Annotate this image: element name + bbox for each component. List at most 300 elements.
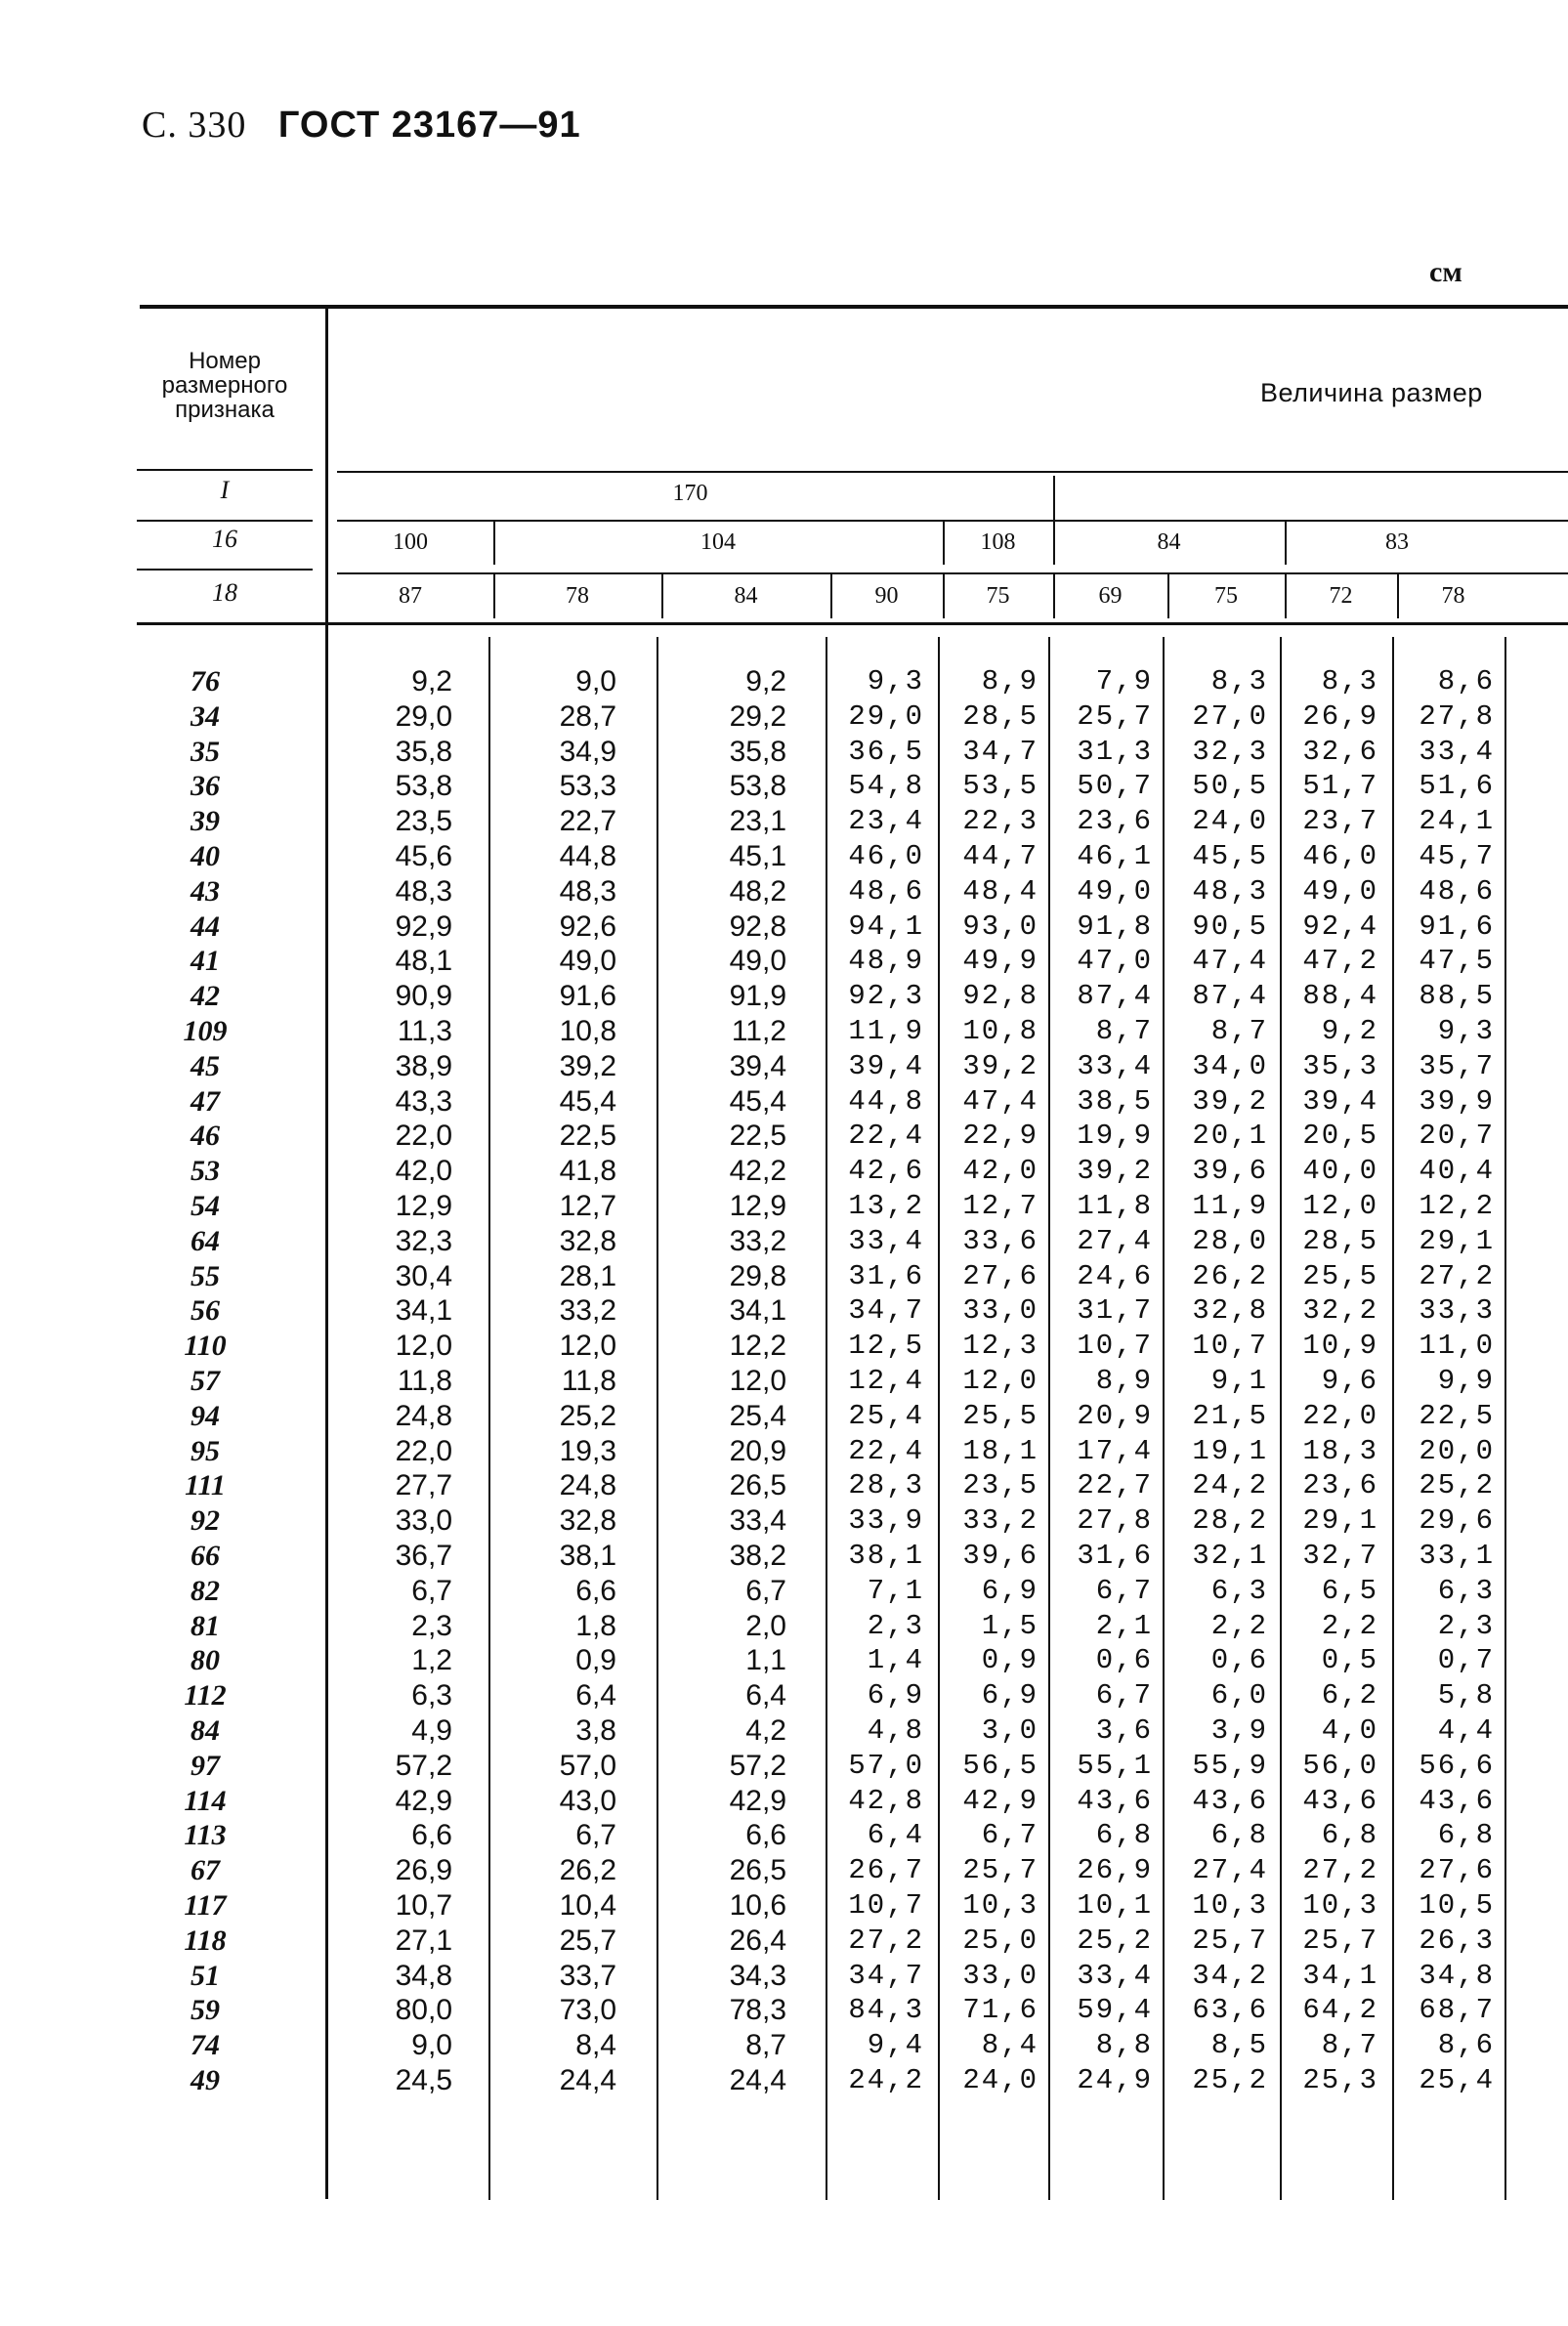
row-number: 113 (184, 1819, 227, 1852)
table-cell: 84,3 (848, 1994, 924, 2027)
table-cell: 12,9 (729, 1190, 786, 1222)
table-cell: 6,5 (1321, 1574, 1378, 1607)
table-cell: 49,0 (559, 945, 616, 978)
table-cell: 9,1 (1210, 1365, 1268, 1397)
table-cell: 57,0 (848, 1749, 924, 1782)
row-number: 66 (191, 1540, 220, 1572)
table-cell: 12,4 (848, 1365, 924, 1397)
table-cell: 91,6 (559, 980, 616, 1013)
row-number: 34 (191, 699, 220, 733)
table-cell: 1,4 (867, 1644, 924, 1677)
table-cell: 90,5 (1192, 909, 1268, 943)
param-value: 108 (980, 529, 1016, 555)
table-cell: 6,3 (411, 1679, 452, 1713)
table-cell: 9,0 (575, 665, 616, 698)
row-number: 80 (191, 1644, 220, 1677)
table-cell: 8,5 (1210, 2029, 1268, 2062)
table-cell: 92,8 (729, 909, 786, 943)
table-cell: 11,2 (731, 1015, 786, 1047)
table-cell: 42,9 (962, 1784, 1038, 1817)
row-header-label (137, 349, 313, 422)
table-cell: 6,8 (1210, 1819, 1268, 1852)
table-cell: 24,1 (1419, 805, 1495, 838)
param-label: 16 (212, 525, 237, 553)
row-number: 45 (191, 1049, 220, 1082)
table-cell: 35,3 (1302, 1049, 1378, 1082)
table-cell: 30,4 (395, 1259, 452, 1292)
table-cell: 34,8 (1419, 1959, 1495, 1992)
table-cell: 20,1 (1192, 1120, 1268, 1153)
table-cell: 90,9 (395, 980, 452, 1013)
table-cell: 4,0 (1321, 1714, 1378, 1747)
table-row (0, 1784, 1568, 1819)
table-row (0, 2063, 1568, 2098)
table-cell: 56,5 (962, 1749, 1038, 1782)
table-cell: 25,2 (1419, 1469, 1495, 1502)
table-cell: 9,2 (745, 665, 786, 698)
table-cell: 12,7 (962, 1190, 1038, 1222)
table-cell: 57,2 (395, 1749, 452, 1782)
row-number: 53 (191, 1155, 220, 1188)
unit-label: см (1429, 256, 1462, 288)
table-cell: 10,7 (395, 1889, 452, 1922)
table-cell: 22,0 (395, 1120, 452, 1153)
table-cell: 26,5 (729, 1469, 786, 1502)
table-row (0, 1503, 1568, 1539)
table-cell: 31,3 (1077, 735, 1153, 768)
table-cell: 33,1 (1419, 1540, 1495, 1572)
param-rule-1 (337, 520, 1568, 522)
table-cell: 34,8 (395, 1959, 452, 1992)
table-cell: 23,6 (1077, 805, 1153, 838)
table-row (0, 1084, 1568, 1120)
table-cell: 45,5 (1192, 840, 1268, 872)
table-cell: 24,4 (559, 2064, 616, 2096)
param-divider (1397, 574, 1399, 618)
param-value: 87 (399, 583, 422, 609)
table-cell: 39,4 (1302, 1084, 1378, 1118)
table-cell: 9,9 (1437, 1365, 1495, 1397)
table-cell: 8,7 (1095, 1015, 1153, 1047)
table-cell: 11,3 (397, 1015, 452, 1047)
table-cell: 92,3 (848, 980, 924, 1013)
table-cell: 24,2 (848, 2064, 924, 2096)
table-cell: 24,8 (559, 1469, 616, 1502)
page-number: С. 330 (142, 105, 247, 146)
table-cell: 46,1 (1077, 840, 1153, 872)
table-cell: 32,6 (1302, 735, 1378, 768)
table-cell: 25,7 (1077, 699, 1153, 733)
row-number: 49 (191, 2064, 220, 2096)
values-header: Величина размер (1260, 378, 1483, 407)
table-cell: 6,7 (411, 1574, 452, 1607)
table-cell: 26,9 (1302, 699, 1378, 733)
table-cell: 25,7 (962, 1854, 1038, 1887)
row-number: 94 (191, 1399, 220, 1432)
table-cell: 22,0 (1302, 1399, 1378, 1432)
table-cell: 31,7 (1077, 1294, 1153, 1328)
table-cell: 6,7 (745, 1574, 786, 1607)
table-cell: 12,9 (395, 1190, 452, 1222)
table-cell: 46,0 (1302, 840, 1378, 872)
param-divider (1285, 574, 1287, 618)
table-cell: 2,2 (1321, 1609, 1378, 1642)
table-cell: 56,0 (1302, 1749, 1378, 1782)
table-cell: 12,0 (1302, 1190, 1378, 1222)
table-cell: 34,7 (962, 735, 1038, 768)
table-cell: 22,5 (559, 1120, 616, 1153)
table-cell: 28,0 (1192, 1224, 1268, 1257)
param-divider (943, 574, 945, 618)
table-cell: 8,6 (1437, 2029, 1495, 2062)
table-row (0, 1189, 1568, 1224)
param-label: I (220, 476, 230, 504)
table-cell: 3,0 (981, 1714, 1038, 1747)
table-cell: 51,7 (1302, 770, 1378, 803)
table-cell: 27,2 (1302, 1854, 1378, 1887)
table-row (0, 909, 1568, 945)
table-cell: 25,0 (962, 1924, 1038, 1957)
table-cell: 94,1 (848, 909, 924, 943)
table-row (0, 1959, 1568, 1994)
table-cell: 6,4 (575, 1679, 616, 1713)
table-cell: 39,2 (962, 1049, 1038, 1082)
table-cell: 4,4 (1437, 1714, 1495, 1747)
param-divider (1053, 574, 1055, 618)
table-cell: 10,7 (848, 1889, 924, 1922)
table-cell: 45,7 (1419, 840, 1495, 872)
table-cell: 18,1 (962, 1434, 1038, 1467)
table-cell: 17,4 (1077, 1434, 1153, 1467)
table-cell: 10,7 (1077, 1330, 1153, 1363)
row-number: 44 (191, 909, 220, 943)
table-cell: 10,5 (1419, 1889, 1495, 1922)
table-cell: 55,9 (1192, 1749, 1268, 1782)
table-cell: 34,9 (559, 735, 616, 768)
table-cell: 33,0 (395, 1504, 452, 1538)
param-value: 78 (1441, 583, 1465, 609)
table-cell: 8,9 (1095, 1365, 1153, 1397)
table-cell: 32,8 (559, 1224, 616, 1257)
table-cell: 91,6 (1419, 909, 1495, 943)
table-cell: 24,8 (395, 1399, 452, 1432)
table-cell: 20,5 (1302, 1120, 1378, 1153)
table-row (0, 1259, 1568, 1294)
table-cell: 80,0 (395, 1994, 452, 2027)
table-row (0, 944, 1568, 979)
table-cell: 33,4 (1077, 1049, 1153, 1082)
table-cell: 33,3 (1419, 1294, 1495, 1328)
table-cell: 27,2 (848, 1924, 924, 1957)
table-cell: 46,0 (848, 840, 924, 872)
table-cell: 92,6 (559, 909, 616, 943)
table-cell: 6,8 (1321, 1819, 1378, 1852)
table-cell: 34,1 (395, 1294, 452, 1328)
table-row (0, 1993, 1568, 2028)
table-cell: 43,6 (1302, 1784, 1378, 1817)
table-cell: 12,7 (559, 1190, 616, 1222)
table-cell: 0,6 (1210, 1644, 1268, 1677)
row-number: 51 (191, 1959, 220, 1992)
table-cell: 49,9 (962, 945, 1038, 978)
table-cell: 2,3 (411, 1609, 452, 1642)
table-cell: 0,9 (981, 1644, 1038, 1677)
table-cell: 10,7 (1192, 1330, 1268, 1363)
table-cell: 32,7 (1302, 1540, 1378, 1572)
table-cell: 9,6 (1321, 1365, 1378, 1397)
table-cell: 21,5 (1192, 1399, 1268, 1432)
row-number: 67 (191, 1854, 220, 1887)
row-number: 92 (191, 1504, 220, 1538)
param-rule-2 (337, 572, 1568, 574)
table-cell: 29,1 (1419, 1224, 1495, 1257)
table-cell: 20,9 (1077, 1399, 1153, 1432)
table-cell: 53,8 (729, 770, 786, 803)
table-row (0, 1434, 1568, 1469)
table-cell: 2,1 (1095, 1609, 1153, 1642)
table-cell: 23,7 (1302, 805, 1378, 838)
param-rule-3 (137, 622, 1568, 625)
table-cell: 2,0 (745, 1609, 786, 1642)
table-cell: 4,8 (867, 1714, 924, 1747)
table-cell: 55,1 (1077, 1749, 1153, 1782)
table-cell: 43,6 (1192, 1784, 1268, 1817)
table-cell: 24,4 (729, 2064, 786, 2096)
head-rule-right (337, 471, 1568, 473)
table-cell: 35,8 (729, 735, 786, 768)
table-cell: 25,5 (962, 1399, 1038, 1432)
table-cell: 42,2 (729, 1155, 786, 1188)
table-cell: 22,4 (848, 1434, 924, 1467)
table-cell: 8,4 (575, 2029, 616, 2062)
table-cell: 48,9 (848, 945, 924, 978)
param-divider (1285, 521, 1287, 565)
table-cell: 33,2 (729, 1224, 786, 1257)
table-cell: 10,9 (1302, 1330, 1378, 1363)
table-cell: 33,7 (559, 1959, 616, 1992)
table-cell: 34,1 (1302, 1959, 1378, 1992)
table-cell: 24,9 (1077, 2064, 1153, 2096)
table-cell: 22,7 (559, 805, 616, 838)
param-value: 84 (734, 583, 758, 609)
table-row (0, 1609, 1568, 1644)
table-cell: 6,7 (575, 1819, 616, 1852)
table-cell: 35,8 (395, 735, 452, 768)
param-divider (943, 521, 945, 565)
table-row (0, 1818, 1568, 1853)
param-value: 72 (1329, 583, 1353, 609)
table-cell: 44,8 (848, 1084, 924, 1118)
param-value: 83 (1385, 529, 1409, 555)
table-cell: 6,6 (575, 1574, 616, 1607)
table-cell: 8,8 (1095, 2029, 1153, 2062)
table-cell: 42,0 (395, 1155, 452, 1188)
table-cell: 43,6 (1077, 1784, 1153, 1817)
table-cell: 26,7 (848, 1854, 924, 1887)
table-cell: 42,8 (848, 1784, 924, 1817)
param-value: 78 (566, 583, 589, 609)
table-cell: 34,7 (848, 1294, 924, 1328)
table-row (0, 804, 1568, 839)
table-cell: 33,0 (962, 1959, 1038, 1992)
table-row (0, 1539, 1568, 1574)
table-row (0, 1853, 1568, 1888)
table-cell: 32,3 (1192, 735, 1268, 768)
table-cell: 47,0 (1077, 945, 1153, 978)
table-cell: 42,6 (848, 1155, 924, 1188)
table-cell: 48,2 (729, 874, 786, 908)
table-cell: 33,2 (962, 1504, 1038, 1538)
table-cell: 25,4 (729, 1399, 786, 1432)
table-cell: 10,8 (559, 1015, 616, 1047)
table-cell: 28,5 (1302, 1224, 1378, 1257)
page-header (142, 104, 581, 147)
table-cell: 49,0 (729, 945, 786, 978)
table-cell: 24,2 (1192, 1469, 1268, 1502)
table-cell: 6,6 (745, 1819, 786, 1852)
param-divider (493, 521, 495, 565)
table-cell: 22,5 (1419, 1399, 1495, 1432)
table-cell: 9,2 (1321, 1015, 1378, 1047)
table-cell: 38,1 (848, 1540, 924, 1572)
table-cell: 34,3 (729, 1959, 786, 1992)
table-cell: 27,6 (962, 1259, 1038, 1292)
table-cell: 19,3 (559, 1434, 616, 1467)
table-cell: 32,1 (1192, 1540, 1268, 1572)
table-cell: 18,3 (1302, 1434, 1378, 1467)
table-cell: 22,9 (962, 1120, 1038, 1153)
table-cell: 24,6 (1077, 1259, 1153, 1292)
table-row (0, 735, 1568, 770)
table-cell: 29,6 (1419, 1504, 1495, 1538)
table-cell: 7,9 (1095, 665, 1153, 698)
table-cell: 73,0 (559, 1994, 616, 2027)
param-value: 75 (1214, 583, 1238, 609)
table-cell: 26,2 (559, 1854, 616, 1887)
table-cell: 47,4 (1192, 945, 1268, 978)
table-cell: 10,3 (1192, 1889, 1268, 1922)
table-cell: 91,9 (729, 980, 786, 1013)
table-cell: 27,0 (1192, 699, 1268, 733)
table-cell: 27,1 (395, 1924, 452, 1957)
table-cell: 26,3 (1419, 1924, 1495, 1957)
table-cell: 9,3 (867, 665, 924, 698)
row-number: 54 (191, 1190, 220, 1222)
top-rule (140, 305, 1568, 309)
table-cell: 93,0 (962, 909, 1038, 943)
table-cell: 12,2 (729, 1330, 786, 1363)
table-cell: 0,7 (1437, 1644, 1495, 1677)
table-row (0, 2028, 1568, 2063)
table-cell: 27,4 (1077, 1224, 1153, 1257)
row-number: 42 (191, 980, 220, 1013)
table-cell: 39,2 (1192, 1084, 1268, 1118)
table-cell: 0,5 (1321, 1644, 1378, 1677)
row-header-line-3: признака (175, 397, 275, 423)
table-row (0, 1888, 1568, 1924)
param-value: 84 (1157, 529, 1181, 555)
table-cell: 11,8 (397, 1365, 452, 1397)
table-cell: 23,5 (395, 805, 452, 838)
table-cell: 24,5 (395, 2064, 452, 2096)
table-cell: 33,6 (962, 1224, 1038, 1257)
table-cell: 26,4 (729, 1924, 786, 1957)
table-row (0, 1574, 1568, 1609)
table-cell: 44,8 (559, 840, 616, 872)
table-cell: 9,0 (411, 2029, 452, 2062)
table-cell: 6,3 (1437, 1574, 1495, 1607)
table-cell: 3,6 (1095, 1714, 1153, 1747)
table-cell: 91,8 (1077, 909, 1153, 943)
table-cell: 38,1 (559, 1540, 616, 1572)
table-cell: 6,7 (1095, 1679, 1153, 1713)
table-cell: 45,4 (559, 1084, 616, 1118)
table-cell: 71,6 (962, 1994, 1038, 2027)
table-cell: 9,4 (867, 2029, 924, 2062)
table-cell: 0,9 (575, 1644, 616, 1677)
table-cell: 6,7 (1095, 1574, 1153, 1607)
row-number: 55 (191, 1259, 220, 1292)
param-value: 104 (700, 529, 736, 555)
table-cell: 40,4 (1419, 1155, 1495, 1188)
table-cell: 33,9 (848, 1504, 924, 1538)
row-number: 47 (191, 1084, 220, 1118)
table-cell: 53,8 (395, 770, 452, 803)
table-cell: 42,0 (962, 1155, 1038, 1188)
table-cell: 8,6 (1437, 665, 1495, 698)
standard-title: ГОСТ 23167—91 (277, 105, 581, 146)
param-value: 75 (986, 583, 1010, 609)
param-divider (1053, 521, 1055, 565)
table-cell: 25,7 (1192, 1924, 1268, 1957)
table-row (0, 1399, 1568, 1434)
table-cell: 53,5 (962, 770, 1038, 803)
table-cell: 27,8 (1419, 699, 1495, 733)
table-cell: 9,3 (1437, 1015, 1495, 1047)
table-cell: 25,3 (1302, 2064, 1378, 2096)
table-cell: 1,8 (575, 1609, 616, 1642)
table-cell: 39,6 (1192, 1155, 1268, 1188)
table-cell: 8,9 (981, 665, 1038, 698)
table-cell: 34,0 (1192, 1049, 1268, 1082)
table-cell: 3,8 (575, 1714, 616, 1747)
table-row (0, 1224, 1568, 1259)
table-cell: 6,4 (867, 1819, 924, 1852)
table-cell: 53,3 (559, 770, 616, 803)
table-cell: 12,2 (1419, 1190, 1495, 1222)
table-cell: 10,8 (962, 1015, 1038, 1047)
table-cell: 6,9 (981, 1679, 1038, 1713)
table-row (0, 979, 1568, 1014)
table-cell: 1,5 (981, 1609, 1038, 1642)
table-row (0, 1119, 1568, 1154)
table-row (0, 839, 1568, 874)
param-rule-left (137, 569, 313, 571)
param-label: 18 (212, 578, 237, 607)
table-cell: 40,0 (1302, 1155, 1378, 1188)
table-cell: 36,7 (395, 1540, 452, 1572)
table-cell: 6,2 (1321, 1679, 1378, 1713)
table-cell: 88,4 (1302, 980, 1378, 1013)
row-header-line-1: Номер (189, 348, 261, 374)
row-number: 114 (184, 1784, 227, 1817)
table-cell: 2,2 (1210, 1609, 1268, 1642)
table-row (0, 1468, 1568, 1503)
table-cell: 25,7 (559, 1924, 616, 1957)
row-number: 110 (184, 1330, 227, 1363)
table-cell: 10,3 (1302, 1889, 1378, 1922)
table-cell: 39,9 (1419, 1084, 1495, 1118)
